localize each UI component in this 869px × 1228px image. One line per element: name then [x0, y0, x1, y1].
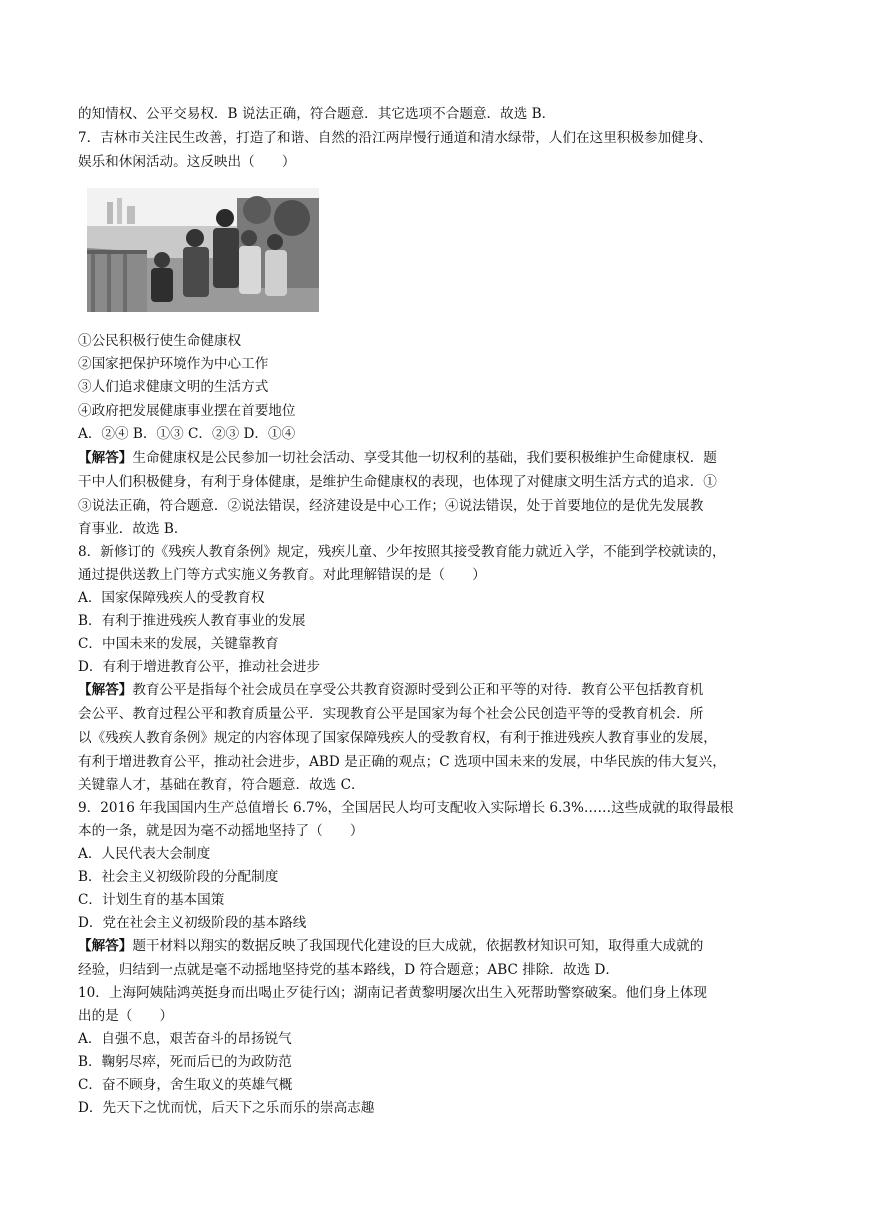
question-8-stem-cont: 通过提供送教上门等方式实施义务教育。对此理解错误的是（ ）: [78, 567, 486, 583]
question-9-option-a: A．人民代表大会制度: [78, 846, 211, 862]
question-8-solution-cont: 关键靠人才，基础在教育，符合题意．故选 C．: [78, 777, 365, 793]
question-9-option-c: C．计划生育的基本国策: [78, 892, 225, 908]
question-7-solution-cont: ③说法正确，符合题意．②说法错误，经济建设是中心工作；④说法错误，处于首要地位的是优先发展教: [78, 498, 704, 514]
question-9-stem: 9．2016 年我国国内生产总值增长 6.7%，全国居民人均可支配收入实际增长 6.3%……这些成就的取得最根: [78, 800, 734, 816]
question-7-solution: [78, 447, 717, 470]
question-8-solution: [78, 679, 703, 702]
solution-text: 教育公平是指每个社会成员在享受公共教育资源时受到公正和平等的对待．教育公平包括教育机: [132, 682, 704, 698]
question-7-photo: [87, 188, 319, 312]
solution-label: 【解答】: [78, 450, 133, 466]
solution-text: 生命健康权是公民参加一切社会活动、享受其他一切权利的基础，我们要积极维护生命健康权．题: [132, 450, 717, 466]
question-8-option-b: B．有利于推进残疾人教育事业的发展: [78, 613, 306, 629]
question-7-stem: 7．吉林市关注民生改善，打造了和谐、自然的沿江两岸慢行通道和清水绿带，人们在这里积极参加健身、: [78, 130, 712, 146]
question-10-option-a: A．自强不息，艰苦奋斗的昂扬锐气: [78, 1031, 292, 1047]
question-7-stem-cont: 娱乐和休闲活动。这反映出（ ）: [78, 154, 296, 170]
question-8-option-a: A．国家保障残疾人的受教育权: [78, 590, 265, 606]
question-7-option-2: ②国家把保护环境作为中心工作: [78, 356, 269, 372]
question-7-option-4: ④政府把发展健康事业摆在首要地位: [78, 403, 296, 419]
question-9-stem-cont: 本的一条，就是因为毫不动摇地坚持了（ ）: [78, 823, 364, 839]
riverside-walkers-image: [87, 188, 319, 312]
question-9-option-d: D．党在社会主义初级阶段的基本路线: [78, 915, 307, 931]
question-7-solution-cont: 育事业．故选 B．: [78, 521, 188, 537]
solution-label: 【解答】: [78, 682, 133, 698]
question-8-option-d: D．有利于增进教育公平，推动社会进步: [78, 659, 320, 675]
question-8-solution-cont: 会公平、教育过程公平和教育质量公平．实现教育公平是国家为每个社会公民创造平等的受教育机会．所: [78, 706, 704, 722]
solution-text: 题干材料以翔实的数据反映了我国现代化建设的巨大成就，依据教材知识可知，取得重大成就的: [132, 938, 704, 954]
text-line: 的知情权、公平交易权．B 说法正确，符合题意．其它选项不合题意．故选 B．: [78, 106, 556, 122]
question-10-stem-cont: 出的是（ ）: [78, 1008, 174, 1024]
question-10-option-c: C．奋不顾身，舍生取义的英雄气概: [78, 1077, 293, 1093]
question-10-stem: 10．上海阿姨陆鸿英挺身而出喝止歹徒行凶；湖南记者黄黎明屡次出生入死帮助警察破案。他们身上体现: [78, 985, 708, 1001]
question-7-option-1: ①公民积极行使生命健康权: [78, 333, 242, 349]
question-9-solution: [78, 935, 703, 958]
question-8-solution-cont: 以《残疾人教育条例》规定的内容体现了国家保障残疾人的受教育权，有利于推进残疾人教育事业的发展，: [78, 730, 717, 746]
question-7-option-3: ③人们追求健康文明的生活方式: [78, 379, 269, 395]
question-7-solution-cont: 干中人们积极健身，有利于身体健康，是维护生命健康权的表现，也体现了对健康文明生活方式的追求．①: [78, 474, 717, 490]
question-10-option-d: D．先天下之忧而忧，后天下之乐而乐的崇高志趣: [78, 1100, 375, 1116]
question-9-option-b: B．社会主义初级阶段的分配制度: [78, 869, 279, 885]
question-10-option-b: B．鞠躬尽瘁，死而后已的为政防范: [78, 1054, 292, 1070]
solution-label: 【解答】: [78, 938, 133, 954]
question-8-option-c: C．中国未来的发展，关键靠教育: [78, 636, 279, 652]
question-8-solution-cont: 有利于增进教育公平，推动社会进步，ABD 是正确的观点；C 选项中国未来的发展，中华民族的伟大复兴，: [78, 754, 726, 770]
question-8-stem: 8．新修订的《残疾人教育条例》规定，残疾儿童、少年按照其接受教育能力就近入学，不能到学校就读的，: [78, 544, 726, 560]
question-7-choices: A．②④ B．①③ C．②③ D．①④: [78, 426, 296, 442]
question-9-solution-cont: 经验，归结到一点就是毫不动摇地坚持党的基本路线，D 符合题意；ABC 排除．故选 D．: [78, 962, 619, 978]
